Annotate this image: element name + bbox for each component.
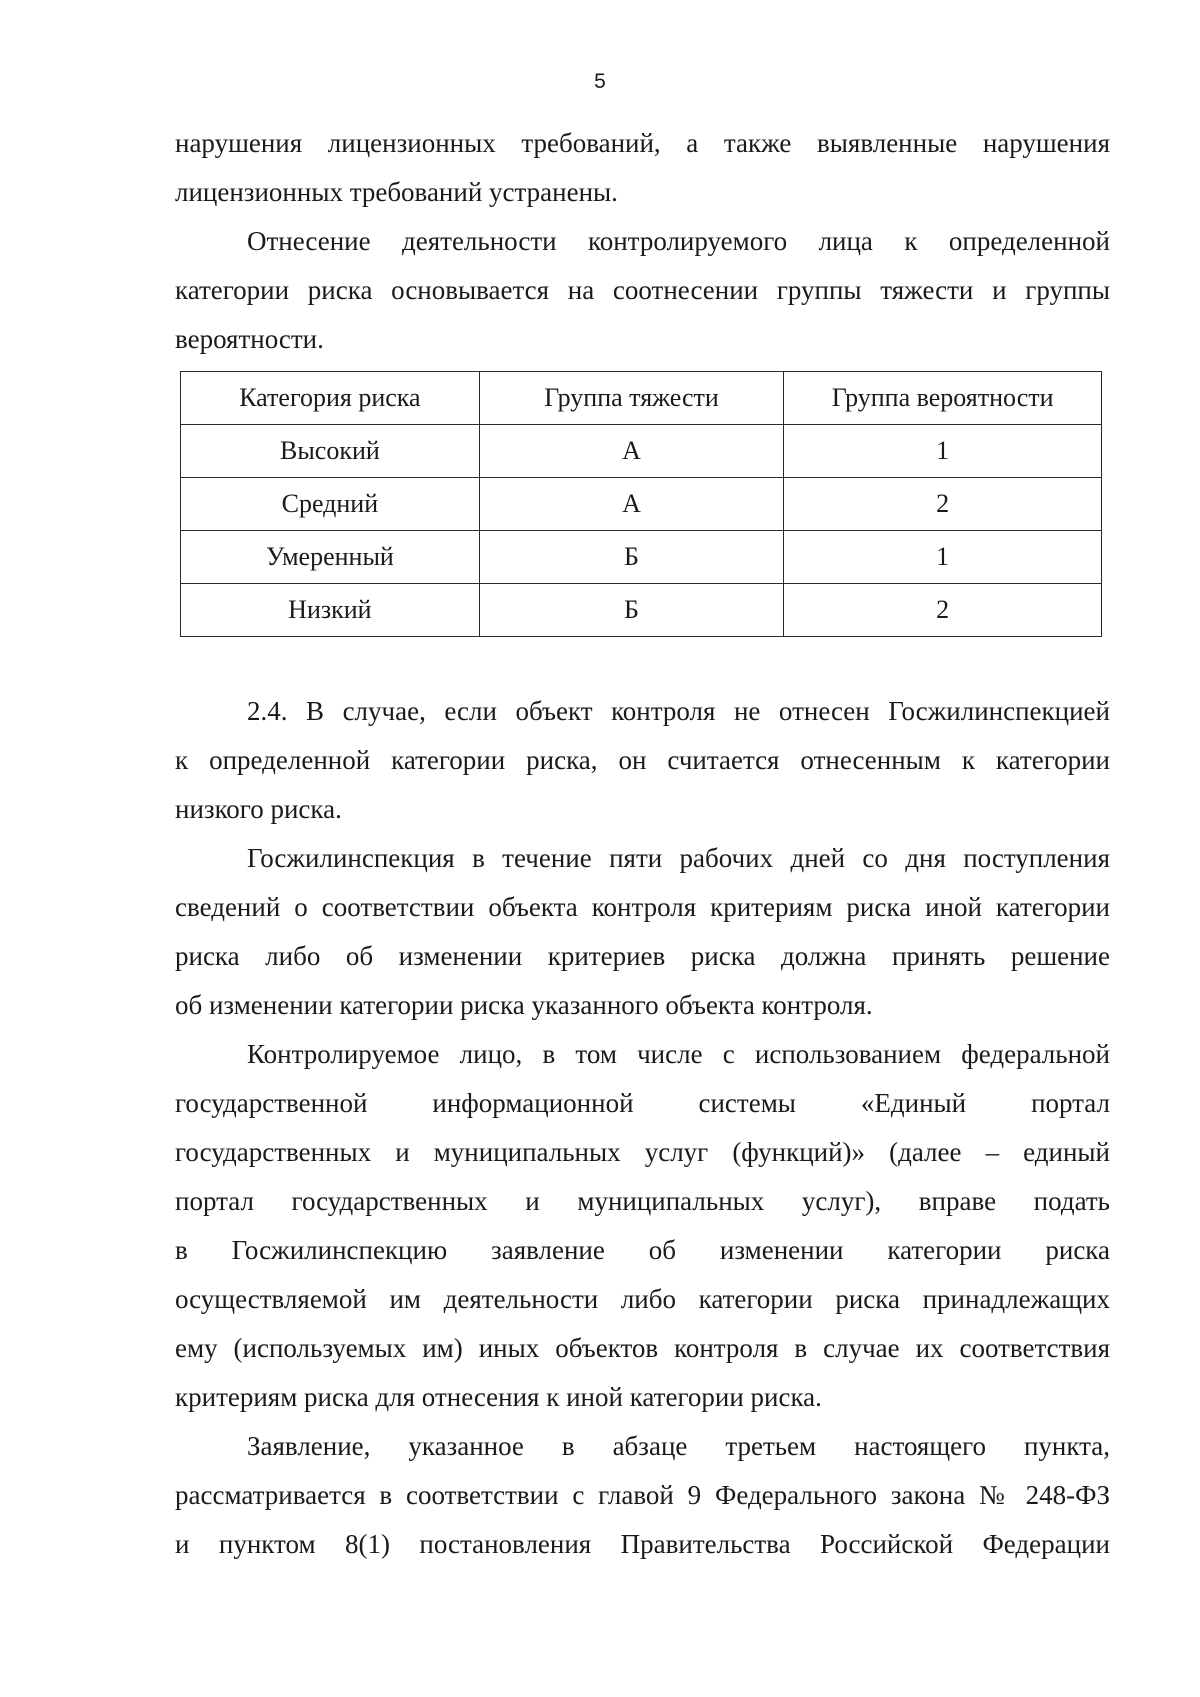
table-cell: Средний bbox=[181, 478, 480, 531]
paragraph-line: 2.4. В случае, если объект контроля не отнесен Госжилинспекцией bbox=[247, 696, 1110, 726]
table-header-row bbox=[181, 372, 1102, 425]
paragraph-line: ему (используемых им) иных объектов контроля в случае их соответствия bbox=[175, 1333, 1110, 1363]
table-cell: 2 bbox=[784, 584, 1102, 637]
table-row bbox=[181, 584, 1102, 637]
paragraph-line: Госжилинспекция в течение пяти рабочих дней со дня поступления bbox=[247, 843, 1110, 873]
table-cell: 1 bbox=[784, 531, 1102, 584]
table-header-cell: Группа вероятности bbox=[784, 372, 1102, 425]
paragraph-line: государственной информационной системы «Единый портал bbox=[175, 1088, 1110, 1118]
paragraph-line: Заявление, указанное в абзаце третьем настоящего пункта, bbox=[247, 1431, 1110, 1461]
paragraph-line: Контролируемое лицо, в том числе с использованием федеральной bbox=[247, 1039, 1110, 1069]
paragraph-line: лицензионных требований устранены. bbox=[175, 177, 618, 207]
table-row bbox=[181, 478, 1102, 531]
paragraph-line: рассматривается в соответствии с главой 9 Федерального закона № 248-ФЗ bbox=[175, 1480, 1110, 1510]
risk-category-table bbox=[180, 371, 1102, 637]
paragraph-line: к определенной категории риска, он считается отнесенным к категории bbox=[175, 745, 1110, 775]
paragraph-line: критериям риска для отнесения к иной категории риска. bbox=[175, 1382, 822, 1412]
paragraph-line: риска либо об изменении критериев риска должна принять решение bbox=[175, 941, 1110, 971]
table-header-cell: Категория риска bbox=[181, 372, 480, 425]
paragraph-line: категории риска основывается на соотнесении группы тяжести и группы bbox=[175, 275, 1110, 305]
table-cell: 1 bbox=[784, 425, 1102, 478]
table-row bbox=[181, 531, 1102, 584]
page-number: 5 bbox=[594, 70, 606, 93]
table-cell: Б bbox=[479, 531, 783, 584]
table-header-cell: Группа тяжести bbox=[479, 372, 783, 425]
table-cell: А bbox=[479, 478, 783, 531]
paragraph-line: об изменении категории риска указанного объекта контроля. bbox=[175, 990, 873, 1020]
paragraph-line: и пунктом 8(1) постановления Правительства Российской Федерации bbox=[175, 1529, 1110, 1559]
paragraph-line: портал государственных и муниципальных услуг), вправе подать bbox=[175, 1186, 1110, 1216]
table-cell: 2 bbox=[784, 478, 1102, 531]
paragraph-line: государственных и муниципальных услуг (функций)» (далее – единый bbox=[175, 1137, 1110, 1167]
paragraph-line: вероятности. bbox=[175, 324, 324, 354]
table-cell: Низкий bbox=[181, 584, 480, 637]
paragraph-line: Отнесение деятельности контролируемого лица к определенной bbox=[247, 226, 1110, 256]
table-cell: Б bbox=[479, 584, 783, 637]
paragraph-line: осуществляемой им деятельности либо категории риска принадлежащих bbox=[175, 1284, 1110, 1314]
table-cell: Умеренный bbox=[181, 531, 480, 584]
table-cell: Высокий bbox=[181, 425, 480, 478]
paragraph-line: низкого риска. bbox=[175, 794, 342, 824]
table-cell: А bbox=[479, 425, 783, 478]
paragraph-line: нарушения лицензионных требований, а также выявленные нарушения bbox=[175, 128, 1110, 158]
paragraph-line: сведений о соответствии объекта контроля критериям риска иной категории bbox=[175, 892, 1110, 922]
paragraph-line: в Госжилинспекцию заявление об изменении категории риска bbox=[175, 1235, 1110, 1265]
table-row bbox=[181, 425, 1102, 478]
